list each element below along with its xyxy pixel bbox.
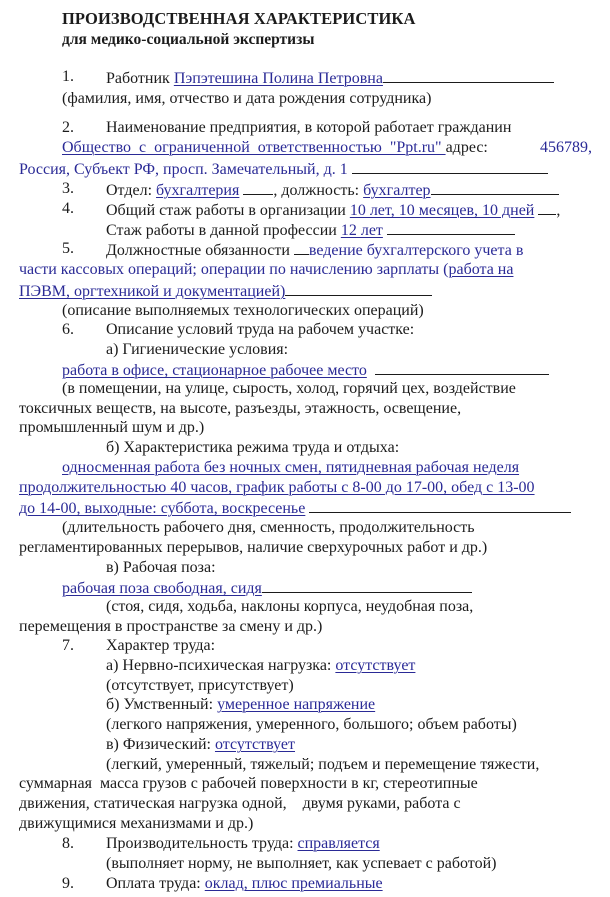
neuro-psychic-load-line [106,656,415,676]
work-rest-regime-line-2 [19,478,535,498]
mental-load-field[interactable]: умеренное напряжение [217,696,376,713]
address-label: адрес: [445,139,496,156]
work-rest-regime-field-part2[interactable]: продолжительностью 40 часов, график работы с 8-00 до 17-00, обед с 13-00 [19,479,535,496]
total-experience-field[interactable]: 10 лет, 10 месяцев, 10 дней [349,202,535,219]
position-field[interactable]: бухгалтер [363,182,431,199]
item-number: 2. [62,119,74,136]
work-rest-regime-field-part1[interactable]: односменная работа без ночных смен, пятидневная рабочая неделя [62,459,520,476]
productivity-label: Производительность труда: [106,835,298,852]
employee-name-field[interactable]: Пэпэтешина Полина Петровна [173,70,383,87]
work-posture-line [62,577,472,597]
productivity-line [106,834,380,854]
duties-field-part1[interactable]: ведение бухгалтерского учета в [308,242,524,259]
work-rest-regime-line-3 [19,497,571,517]
profession-experience-line [106,219,515,239]
physical-load-field[interactable]: отсутствует [214,736,296,753]
mental-load-label: б) Умственный: [106,696,218,713]
total-experience-line [106,199,560,219]
blank-line [262,577,472,593]
blank-line [285,280,432,296]
duties-field-part2[interactable]: части кассовых операций; операции по начислению зарплаты ( [19,261,449,278]
physical-load-note-2: суммарная масса грузов с рабочей поверхности в кг, стереотипные [19,775,478,792]
item-number: 3. [62,180,74,197]
blank-line [387,219,515,235]
work-rest-regime-field-part3[interactable]: до 14-00, выходные: суббота, воскресенье [19,500,306,517]
hygienic-conditions-field[interactable]: работа в офисе, стационарное рабочее место [62,362,367,379]
work-rest-regime-line-1 [62,458,519,478]
organization-label: Наименование предприятия, в которой работает гражданин [106,119,512,136]
blank-line [352,158,548,174]
work-rest-note-1: (длительность рабочего дня, сменность, продолжительность [62,519,475,536]
position-label: , должность: [273,182,364,199]
physical-load-line [106,735,295,755]
mental-load-note: (легкого напряжения, умеренного, большого; объем работы) [106,716,517,733]
physical-load-note-3: движения, статическая нагрузка одной, двумя руками, работа с [19,795,461,812]
physical-load-label: в) Физический: [106,736,215,753]
hygienic-conditions-line [62,359,549,379]
duties-label: Должностные обязанности [106,242,294,259]
duties-note: (описание выполняемых технологических операций) [62,302,424,319]
work-posture-note-2: перемещения в пространстве за смену и др.) [19,618,323,635]
comma: , [556,202,561,219]
productivity-note: (выполняет норму, не выполняет, как успевает с работой) [106,855,497,872]
duties-field-part3[interactable]: работа на [448,261,514,278]
item-number: 5. [62,240,74,257]
organization-line [62,138,592,158]
address-line [19,158,548,178]
productivity-field[interactable]: справляется [297,835,380,852]
duties-line-1 [106,239,523,259]
hygienic-note-3: промышленный шум и др.) [19,419,205,436]
neuro-psychic-load-field[interactable]: отсутствует [335,657,416,674]
employee-label: Работник [106,70,174,87]
work-rest-note-2: регламентированных перерывов, наличие сверхурочных работ и др.) [19,539,488,556]
blank-line [309,497,571,513]
physical-load-note-4: движущимися механизмами и др.) [19,815,254,832]
employee-note: (фамилия, имя, отчество и дата рождения сотрудника) [62,90,432,107]
hygienic-note-2: токсичных веществ, на высоте, разъезды, этажность, освещение, [19,400,462,417]
work-rest-regime-label: б) Характеристика режима труда и отдыха: [106,439,400,456]
work-posture-field[interactable]: рабочая поза свободная, сидя [62,580,262,597]
payment-field[interactable]: оклад, плюс премиальные [204,875,383,892]
duties-line-2 [19,260,513,280]
department-field[interactable]: бухгалтерия [156,182,240,199]
hygienic-conditions-label: а) Гигиенические условия: [106,341,289,358]
blank-line [294,239,309,255]
blank-line [375,359,549,375]
item-number: 9. [62,875,74,892]
blank-line [383,67,554,83]
neuro-psychic-load-note: (отсутствует, присутствует) [106,677,294,694]
total-experience-label: Общий стаж работы в организации [106,202,350,219]
blank-line [243,179,273,195]
physical-load-note-1: (легкий, умеренный, тяжелый; подъем и перемещение тяжести, [106,756,540,773]
work-posture-label: в) Рабочая поза: [106,559,216,576]
item-number: 8. [62,835,74,852]
item-number: 4. [62,200,74,217]
work-posture-note-1: (стоя, сидя, ходьба, наклоны корпуса, неудобная поза, [106,598,474,615]
item-number: 7. [62,637,74,654]
address-field-part2[interactable]: Россия, Субъект РФ, просп. Замечательный, д. 1 [19,161,348,178]
duties-field-part4[interactable]: ПЭВМ, оргтехникой и документацией) [19,283,286,300]
duties-line-3 [19,280,432,300]
working-conditions-label: Описание условий труда на рабочем участке: [106,321,415,338]
address-field-part1[interactable]: 456789, [540,139,592,156]
employee-line [106,67,554,87]
blank-line [538,199,556,215]
department-label: Отдел: [106,182,157,199]
payment-label: Оплата труда: [106,875,205,892]
neuro-psychic-load-label: а) Нервно-психическая нагрузка: [106,657,336,674]
blank-line [431,179,559,195]
document-subtitle: для медико-социальной экспертизы [62,31,315,48]
profession-experience-label: Стаж работы в данной профессии [106,222,341,239]
profession-experience-field[interactable]: 12 лет [340,222,383,239]
hygienic-note-1: (в помещении, на улице, сырость, холод, горячий цех, воздействие [62,380,516,397]
mental-load-line [106,695,375,715]
item-number: 6. [62,321,74,338]
payment-line [106,874,383,894]
item-number: 1. [62,68,74,85]
organization-name-field[interactable]: Общество с ограниченной ответственностью "Ppt.ru" [62,139,446,156]
document-title: ПРОИЗВОДСТВЕННАЯ ХАРАКТЕРИСТИКА [62,9,416,28]
department-line [106,179,559,199]
work-nature-label: Характер труда: [106,637,216,654]
